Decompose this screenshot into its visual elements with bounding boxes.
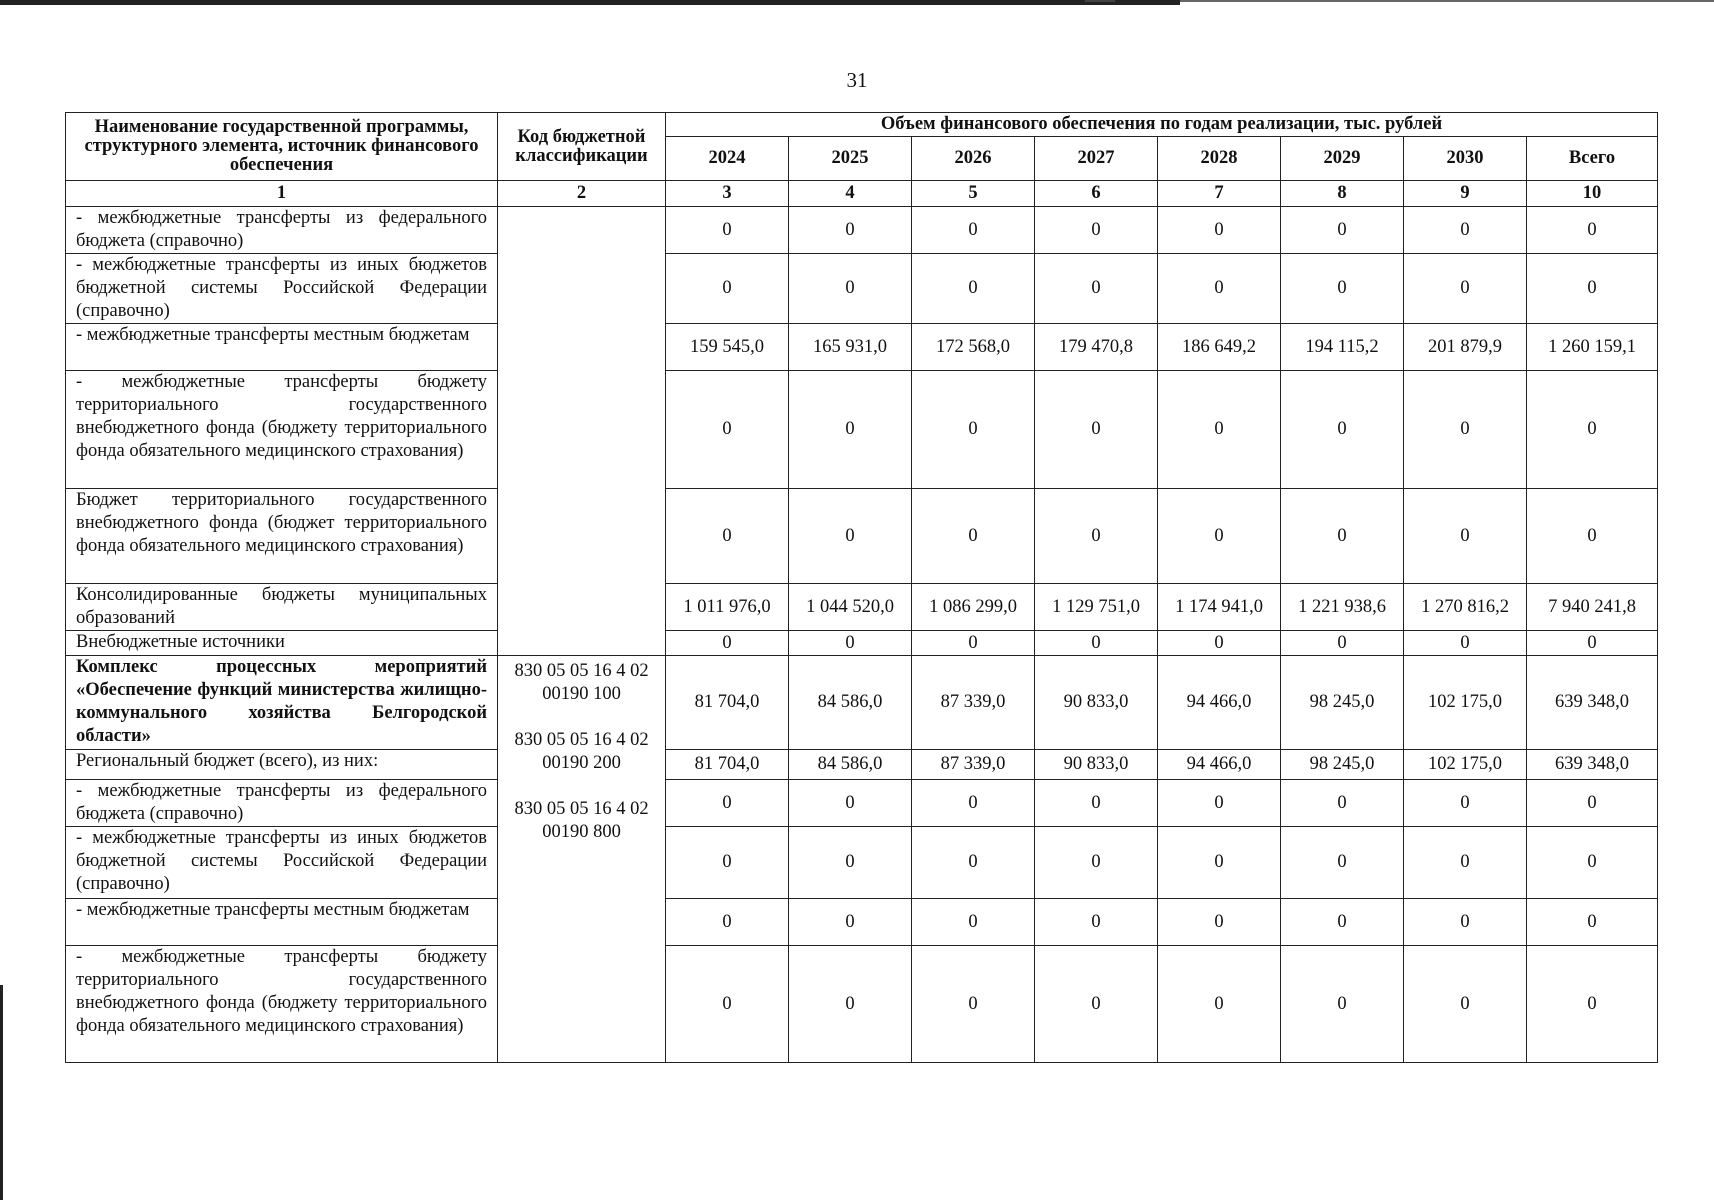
header-year: 2028 <box>1158 137 1281 181</box>
value-cell: 0 <box>912 254 1035 324</box>
budget-code-cell <box>498 656 666 1063</box>
value-cell: 0 <box>666 489 789 584</box>
budget-table <box>65 112 1658 1063</box>
value-cell: 0 <box>789 827 912 899</box>
col-number: 4 <box>789 181 912 207</box>
value-cell: 102 175,0 <box>1404 656 1527 750</box>
value-cell: 0 <box>1035 207 1158 254</box>
value-cell: 0 <box>666 827 789 899</box>
value-cell: 0 <box>912 827 1035 899</box>
table-row <box>66 207 1658 254</box>
value-cell: 0 <box>1527 371 1658 489</box>
value-cell: 1 044 520,0 <box>789 584 912 631</box>
value-cell: 0 <box>1158 489 1281 584</box>
value-cell: 639 348,0 <box>1527 750 1658 780</box>
value-cell: 0 <box>1158 946 1281 1063</box>
row-name: - межбюджетные трансферты из иных бюджетов бюджетной системы Российской Федерации (справочно) <box>66 254 498 324</box>
header-name: Наименование государственной программы, структурного элемента, источник финансового обеспечения <box>66 113 498 181</box>
value-cell: 0 <box>1527 780 1658 827</box>
value-cell: 0 <box>789 780 912 827</box>
header-total: Всего <box>1527 137 1658 181</box>
value-cell: 0 <box>1158 207 1281 254</box>
value-cell: 90 833,0 <box>1035 750 1158 780</box>
value-cell: 0 <box>789 631 912 656</box>
col-number: 1 <box>66 181 498 207</box>
value-cell: 0 <box>1527 489 1658 584</box>
row-name: - межбюджетные трансферты местным бюджетам <box>66 899 498 946</box>
col-number: 5 <box>912 181 1035 207</box>
value-cell: 0 <box>666 899 789 946</box>
value-cell: 0 <box>1158 780 1281 827</box>
header-year: 2027 <box>1035 137 1158 181</box>
budget-code: 830 05 05 16 4 02 00190 800 <box>514 799 649 842</box>
value-cell: 0 <box>666 946 789 1063</box>
value-cell: 87 339,0 <box>912 656 1035 750</box>
row-name: - межбюджетные трансферты бюджету территориального государственного внебюджетного фонда (бюджету территориального фонда обязательного медицинского страхования) <box>66 371 498 489</box>
row-name: Внебюджетные источники <box>66 631 498 656</box>
value-cell: 1 270 816,2 <box>1404 584 1527 631</box>
value-cell: 94 466,0 <box>1158 750 1281 780</box>
value-cell: 98 245,0 <box>1281 656 1404 750</box>
table-row <box>66 584 1658 631</box>
scan-top-edge <box>0 0 1180 5</box>
value-cell: 639 348,0 <box>1527 656 1658 750</box>
value-cell: 0 <box>1035 489 1158 584</box>
value-cell: 0 <box>912 780 1035 827</box>
table-row <box>66 780 1658 827</box>
value-cell: 165 931,0 <box>789 324 912 371</box>
table-row <box>66 899 1658 946</box>
table-row <box>66 946 1658 1063</box>
value-cell: 0 <box>1158 631 1281 656</box>
value-cell: 0 <box>1035 899 1158 946</box>
budget-code: 830 05 05 16 4 02 00190 100 <box>514 661 649 704</box>
value-cell: 0 <box>789 254 912 324</box>
col-number: 3 <box>666 181 789 207</box>
value-cell: 0 <box>912 371 1035 489</box>
value-cell: 0 <box>912 631 1035 656</box>
value-cell: 172 568,0 <box>912 324 1035 371</box>
value-cell: 0 <box>1281 207 1404 254</box>
code-cell-empty <box>498 207 666 656</box>
value-cell: 90 833,0 <box>1035 656 1158 750</box>
scan-left-edge <box>0 985 3 1200</box>
value-cell: 0 <box>912 489 1035 584</box>
value-cell: 0 <box>666 207 789 254</box>
value-cell: 0 <box>789 946 912 1063</box>
value-cell: 0 <box>1158 899 1281 946</box>
table-row <box>66 371 1658 489</box>
value-cell: 0 <box>1527 827 1658 899</box>
value-cell: 1 174 941,0 <box>1158 584 1281 631</box>
row-name: Региональный бюджет (всего), из них: <box>66 750 498 780</box>
value-cell: 0 <box>1527 207 1658 254</box>
col-number: 8 <box>1281 181 1404 207</box>
col-number: 7 <box>1158 181 1281 207</box>
row-name: - межбюджетные трансферты из иных бюджетов бюджетной системы Российской Федерации (справочно) <box>66 827 498 899</box>
value-cell: 0 <box>1404 631 1527 656</box>
value-cell: 0 <box>1404 827 1527 899</box>
value-cell: 0 <box>1404 780 1527 827</box>
value-cell: 0 <box>1035 780 1158 827</box>
col-number: 2 <box>498 181 666 207</box>
value-cell: 0 <box>1035 631 1158 656</box>
value-cell: 81 704,0 <box>666 656 789 750</box>
table-row <box>66 254 1658 324</box>
value-cell: 0 <box>789 371 912 489</box>
col-number: 10 <box>1527 181 1658 207</box>
value-cell: 1 011 976,0 <box>666 584 789 631</box>
value-cell: 1 260 159,1 <box>1527 324 1658 371</box>
row-name: - межбюджетные трансферты из федерального бюджета (справочно) <box>66 780 498 827</box>
value-cell: 0 <box>1281 827 1404 899</box>
row-name: - межбюджетные трансферты бюджету территориального государственного внебюджетного фонда (бюджету территориального фонда обязательного медицинского страхования) <box>66 946 498 1063</box>
row-name: - межбюджетные трансферты местным бюджетам <box>66 324 498 371</box>
value-cell: 0 <box>1281 946 1404 1063</box>
value-cell: 0 <box>1281 254 1404 324</box>
value-cell: 0 <box>1035 371 1158 489</box>
table-row <box>66 324 1658 371</box>
value-cell: 0 <box>1527 254 1658 324</box>
value-cell: 0 <box>1158 371 1281 489</box>
header-year: 2030 <box>1404 137 1527 181</box>
value-cell: 81 704,0 <box>666 750 789 780</box>
col-number: 6 <box>1035 181 1158 207</box>
scan-mark <box>1085 0 1115 2</box>
value-cell: 84 586,0 <box>789 656 912 750</box>
value-cell: 0 <box>1281 631 1404 656</box>
value-cell: 1 086 299,0 <box>912 584 1035 631</box>
value-cell: 87 339,0 <box>912 750 1035 780</box>
value-cell: 0 <box>666 254 789 324</box>
value-cell: 0 <box>1404 946 1527 1063</box>
value-cell: 0 <box>1035 946 1158 1063</box>
row-name: - межбюджетные трансферты из федерального бюджета (справочно) <box>66 207 498 254</box>
budget-code: 830 05 05 16 4 02 00190 200 <box>514 730 649 773</box>
value-cell: 102 175,0 <box>1404 750 1527 780</box>
value-cell: 0 <box>912 899 1035 946</box>
header-year: 2026 <box>912 137 1035 181</box>
value-cell: 159 545,0 <box>666 324 789 371</box>
value-cell: 0 <box>1404 371 1527 489</box>
value-cell: 0 <box>1281 899 1404 946</box>
value-cell: 94 466,0 <box>1158 656 1281 750</box>
value-cell: 0 <box>1281 780 1404 827</box>
value-cell: 0 <box>666 631 789 656</box>
value-cell: 0 <box>1527 631 1658 656</box>
value-cell: 179 470,8 <box>1035 324 1158 371</box>
value-cell: 0 <box>1158 254 1281 324</box>
table-row <box>66 827 1658 899</box>
value-cell: 0 <box>1404 254 1527 324</box>
col-number: 9 <box>1404 181 1527 207</box>
value-cell: 0 <box>666 780 789 827</box>
value-cell: 194 115,2 <box>1281 324 1404 371</box>
value-cell: 7 940 241,8 <box>1527 584 1658 631</box>
value-cell: 0 <box>912 946 1035 1063</box>
table-row <box>66 489 1658 584</box>
row-name: Комплекс процессных мероприятий «Обеспечение функций министерства жилищно-коммунального хозяйства Белгородской области» <box>66 656 498 750</box>
value-cell: 0 <box>789 489 912 584</box>
value-cell: 201 879,9 <box>1404 324 1527 371</box>
value-cell: 1 221 938,6 <box>1281 584 1404 631</box>
value-cell: 1 129 751,0 <box>1035 584 1158 631</box>
page-number: 31 <box>846 68 868 92</box>
header-code: Код бюджетной классификации <box>498 113 666 181</box>
header-volume: Объем финансового обеспечения по годам реализации, тыс. рублей <box>666 113 1658 137</box>
value-cell: 98 245,0 <box>1281 750 1404 780</box>
header-year: 2024 <box>666 137 789 181</box>
row-name: Бюджет территориального государственного внебюджетного фонда (бюджет территориального фонда обязательного медицинского страхования) <box>66 489 498 584</box>
value-cell: 186 649,2 <box>1158 324 1281 371</box>
value-cell: 84 586,0 <box>789 750 912 780</box>
value-cell: 0 <box>789 899 912 946</box>
table-row <box>66 656 1658 750</box>
table-row <box>66 750 1658 780</box>
table-row <box>66 631 1658 656</box>
value-cell: 0 <box>1527 946 1658 1063</box>
value-cell: 0 <box>1527 899 1658 946</box>
value-cell: 0 <box>789 207 912 254</box>
header-year: 2029 <box>1281 137 1404 181</box>
value-cell: 0 <box>1404 489 1527 584</box>
value-cell: 0 <box>1404 899 1527 946</box>
value-cell: 0 <box>1281 489 1404 584</box>
value-cell: 0 <box>1035 827 1158 899</box>
value-cell: 0 <box>912 207 1035 254</box>
row-name: Консолидированные бюджеты муниципальных образований <box>66 584 498 631</box>
value-cell: 0 <box>1158 827 1281 899</box>
value-cell: 0 <box>1035 254 1158 324</box>
value-cell: 0 <box>1281 371 1404 489</box>
value-cell: 0 <box>1404 207 1527 254</box>
header-year: 2025 <box>789 137 912 181</box>
scan-top-edge-thin <box>1180 0 1714 2</box>
value-cell: 0 <box>666 371 789 489</box>
